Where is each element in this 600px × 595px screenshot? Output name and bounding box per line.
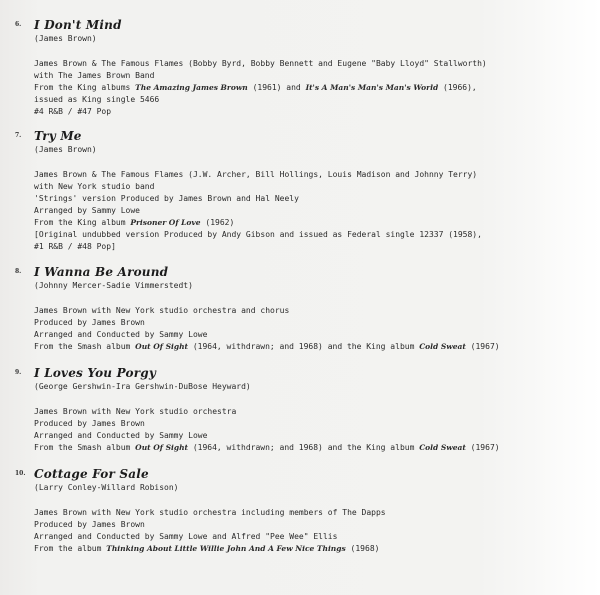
album-title: Out Of Sight (135, 342, 189, 351)
credit-text: with The James Brown Band (34, 71, 155, 80)
credit-line (34, 58, 487, 70)
credit-line (34, 507, 386, 519)
credit-line (34, 241, 482, 253)
credit-line (34, 229, 482, 241)
credit-text: (1966), (438, 83, 477, 92)
album-title: It's A Man's Man's Man's World (305, 83, 439, 92)
credit-text: (1962) (200, 218, 235, 227)
credit-text: Produced by James Brown (34, 419, 145, 428)
credit-line (34, 543, 386, 555)
track-composer: (Larry Conley-Willard Robison) (34, 483, 179, 492)
credit-text: Arranged and Conducted by Sammy Lowe and Alfred "Pee Wee" Ellis (34, 532, 338, 541)
track-title: I Wanna Be Around (34, 265, 169, 279)
track-credits (34, 169, 482, 253)
credit-text: (1964, withdrawn; and 1968) and the King album (188, 342, 420, 351)
track-composer: (George Gershwin-Ira Gershwin-DuBose Heyward) (34, 382, 251, 391)
credit-text: James Brown with New York studio orchestra including members of The Dapps (34, 508, 386, 517)
credit-text: From the album (34, 544, 107, 553)
credit-line (34, 430, 500, 442)
track-number: 9. (15, 369, 22, 376)
credit-text: (1964, withdrawn; and 1968) and the King album (188, 443, 420, 452)
credit-text: From the Smash album (34, 443, 136, 452)
credit-text: with New York studio band (34, 182, 155, 191)
credit-line (34, 181, 482, 193)
track-composer: (James Brown) (34, 145, 97, 154)
credit-line (34, 406, 500, 418)
credit-text: Arranged and Conducted by Sammy Lowe (34, 431, 208, 440)
credit-line (34, 106, 487, 118)
credit-line (34, 205, 482, 217)
credit-text: (1967) (465, 443, 500, 452)
track-composer: (James Brown) (34, 34, 97, 43)
album-title: Cold Sweat (419, 443, 466, 452)
credit-text: James Brown with New York studio orchestra (34, 407, 237, 416)
track-credits (34, 58, 487, 118)
track-title: Try Me (34, 129, 82, 143)
credit-text: Arranged and Conducted by Sammy Lowe (34, 330, 208, 339)
credit-line (34, 193, 482, 205)
album-title: Thinking About Little Willie John And A Few Nice Things (106, 544, 346, 553)
track-credits (34, 406, 500, 454)
credit-text: From the King album (34, 218, 131, 227)
credit-line (34, 70, 487, 82)
track-number: 7. (15, 132, 22, 139)
album-title: The Amazing James Brown (135, 83, 248, 92)
credit-line (34, 418, 500, 430)
track-title: I Loves You Porgy (34, 366, 156, 380)
credit-text: (1968) (345, 544, 380, 553)
credit-text: (1967) (465, 342, 500, 351)
credit-line (34, 217, 482, 229)
credit-line (34, 169, 482, 181)
track-title: Cottage For Sale (34, 467, 149, 481)
credit-line (34, 519, 386, 531)
credit-text: Arranged by Sammy Lowe (34, 206, 140, 215)
credit-text: From the King albums (34, 83, 136, 92)
credit-text: Produced by James Brown (34, 318, 145, 327)
credit-text: Produced by James Brown (34, 520, 145, 529)
credit-text: #4 R&B / #47 Pop (34, 107, 112, 116)
track-number: 10. (15, 470, 26, 477)
track-number: 6. (15, 21, 22, 28)
credit-text: From the Smash album (34, 342, 136, 351)
album-title: Prisoner Of Love (130, 218, 201, 227)
credit-text: James Brown with New York studio orchestra and chorus (34, 306, 290, 315)
track-title: I Don't Mind (34, 18, 122, 32)
credit-text: James Brown & The Famous Flames (Bobby Byrd, Bobby Bennett and Eugene "Baby Lloyd" Stallworth) (34, 59, 487, 68)
track-credits (34, 507, 386, 555)
album-title: Cold Sweat (419, 342, 466, 351)
credit-line (34, 305, 500, 317)
credit-line (34, 317, 500, 329)
credit-line (34, 329, 500, 341)
album-title: Out Of Sight (135, 443, 189, 452)
credit-text: issued as King single 5466 (34, 95, 160, 104)
credit-text: [Original undubbed version Produced by Andy Gibson and issued as Federal single 12337 (1958), (34, 230, 482, 239)
credit-line (34, 442, 500, 454)
credit-line (34, 531, 386, 543)
credit-line (34, 341, 500, 353)
credit-text: James Brown & The Famous Flames (J.W. Archer, Bill Hollings, Louis Madison and Johnny Terry) (34, 170, 478, 179)
track-number: 8. (15, 268, 22, 275)
track-composer: (Johnny Mercer-Sadie Vimmerstedt) (34, 281, 193, 290)
track-credits (34, 305, 500, 353)
credit-line (34, 82, 487, 94)
credit-text: #1 R&B / #48 Pop] (34, 242, 116, 251)
credit-line (34, 94, 487, 106)
credit-text: (1961) and (247, 83, 306, 92)
credit-text: 'Strings' version Produced by James Brown and Hal Neely (34, 194, 299, 203)
